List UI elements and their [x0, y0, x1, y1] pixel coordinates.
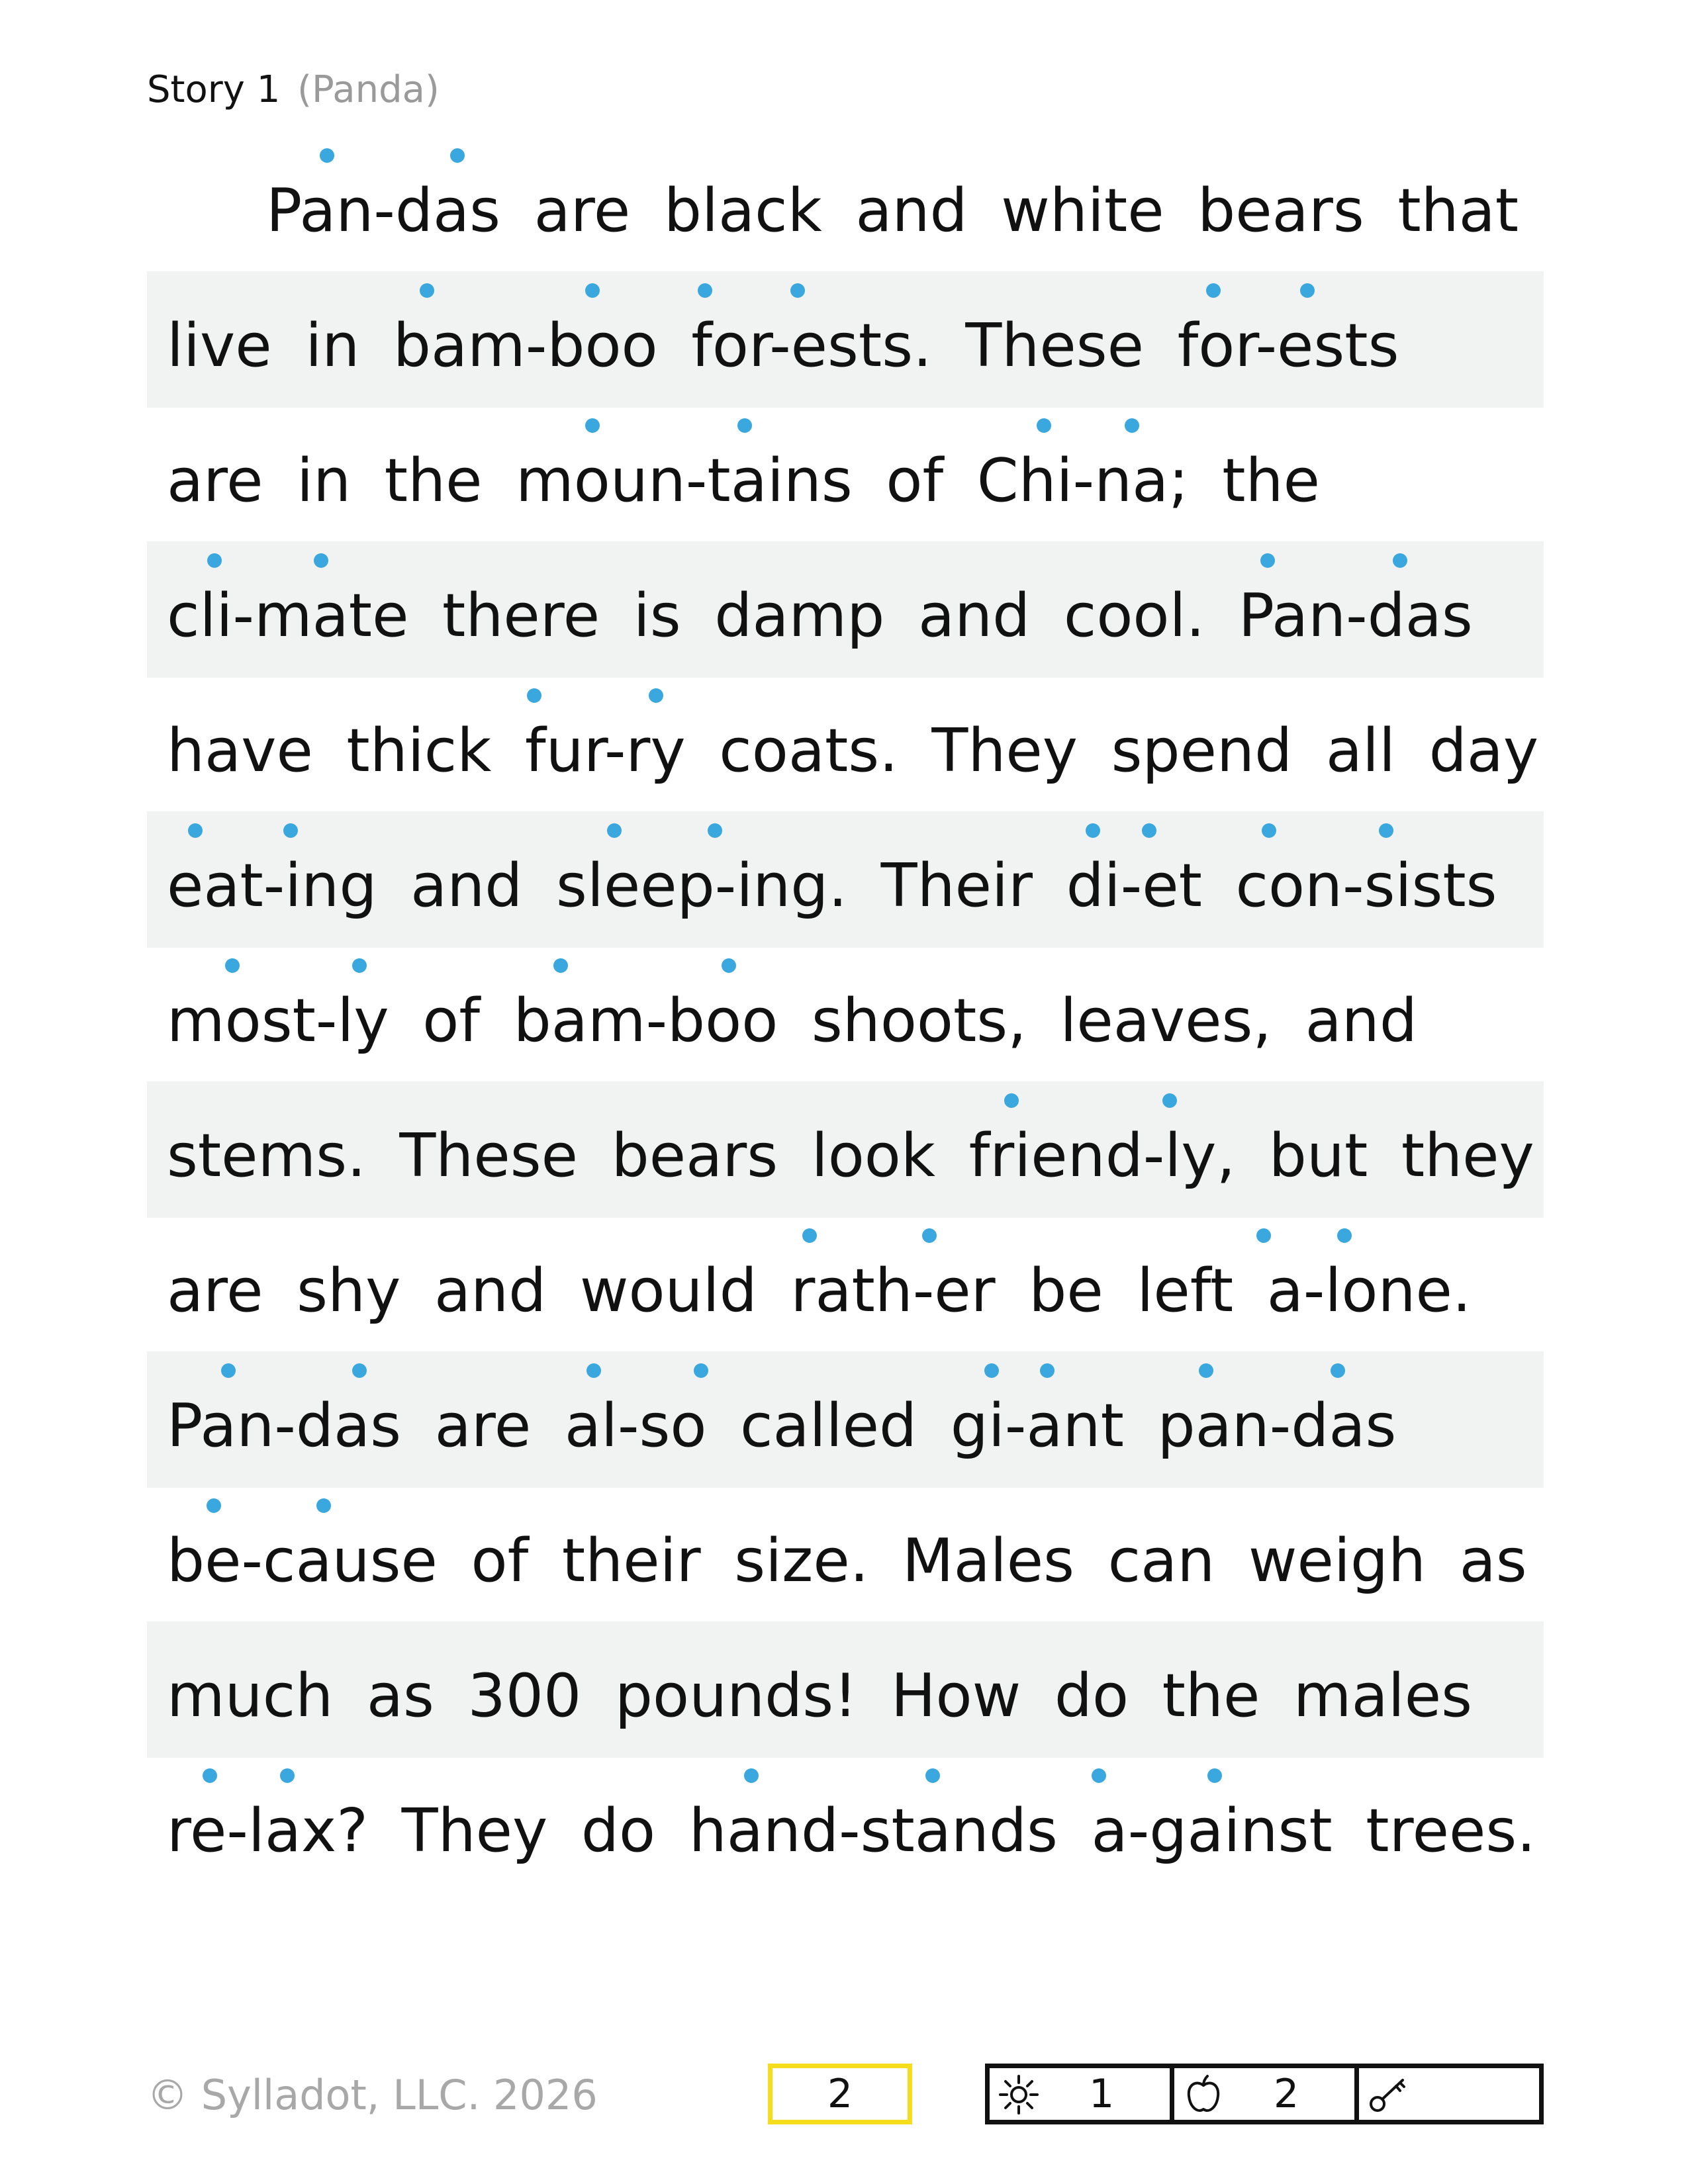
syllable-dot	[553, 958, 568, 973]
syllable-dot	[320, 148, 334, 163]
syllable-dot	[1331, 1363, 1345, 1378]
syllable-dot	[802, 1228, 817, 1243]
story-line: Pan-das are black and white bears that	[266, 176, 1519, 246]
syllable-dot	[314, 553, 328, 568]
story-line: stems. These bears look friend-ly, but they	[167, 1121, 1534, 1191]
syllable-dot	[1260, 553, 1275, 568]
syllable-dot	[1040, 1363, 1055, 1378]
syllable-dot	[1262, 823, 1276, 838]
story-line: much as 300 pounds! How do the males	[167, 1661, 1473, 1731]
syllable-dot	[450, 148, 465, 163]
syllable-dot	[352, 958, 367, 973]
syllable-dot	[585, 283, 600, 298]
apple-value: 2	[1274, 2071, 1299, 2117]
syllable-dot	[737, 418, 752, 433]
story-line: most-ly of bam-boo shoots, leaves, and	[167, 986, 1417, 1056]
syllable-dot	[607, 823, 622, 838]
syllable-dot	[283, 823, 298, 838]
page-number: 2	[827, 2071, 853, 2117]
syllable-dot	[698, 283, 712, 298]
syllable-dot	[722, 958, 736, 973]
syllable-dot	[352, 1363, 367, 1378]
syllable-dot	[1337, 1228, 1352, 1243]
syllable-dot	[1199, 1363, 1213, 1378]
story-line: are in the moun-tains of Chi-na; the	[167, 446, 1320, 516]
syllable-dot	[221, 1363, 236, 1378]
syllable-dot	[1206, 283, 1221, 298]
sun-icon	[998, 2073, 1040, 2116]
syllable-dot	[1256, 1228, 1271, 1243]
story-line: re-lax? They do hand-stands a-gainst trees.	[167, 1796, 1536, 1866]
page-number-box	[768, 2064, 912, 2124]
apple-cell	[1174, 2068, 1359, 2120]
syllable-dot	[744, 1768, 759, 1783]
story-line: have thick fur-ry coats. They spend all day	[167, 716, 1539, 786]
syllable-dot	[984, 1363, 999, 1378]
syllable-dot	[586, 1363, 601, 1378]
story-line: Pan-das are al-so called gi-ant pan-das	[167, 1391, 1397, 1461]
syllable-dot	[420, 283, 434, 298]
syllable-dot	[188, 823, 203, 838]
key-cell	[1359, 2068, 1539, 2120]
story-title	[147, 64, 440, 116]
story-line: live in bam-boo for-ests. These for-ests	[167, 311, 1399, 381]
copyright: © Sylladot, LLC. 2026	[147, 2071, 598, 2119]
syllable-dot	[1125, 418, 1139, 433]
syllable-dot	[1086, 823, 1100, 838]
syllable-dot	[207, 1498, 221, 1513]
apple-icon	[1182, 2073, 1225, 2116]
syllable-dot	[316, 1498, 331, 1513]
story-line: eat-ing and sleep-ing. Their di-et con-sists	[167, 851, 1497, 921]
story-animal: (Panda)	[297, 68, 440, 111]
syllable-dot	[1207, 1768, 1222, 1783]
syllable-dot	[1393, 553, 1407, 568]
syllable-dot	[207, 553, 222, 568]
story-line: are shy and would rath-er be left a-lone.	[167, 1256, 1472, 1326]
syllable-dot	[708, 823, 722, 838]
syllable-dot	[925, 1768, 940, 1783]
syllable-dot	[280, 1768, 295, 1783]
syllable-dot	[1004, 1093, 1019, 1108]
syllable-dot	[649, 688, 663, 703]
key-icon	[1367, 2073, 1409, 2116]
sun-value: 1	[1089, 2071, 1115, 2117]
syllable-dot	[790, 283, 805, 298]
syllable-dot	[922, 1228, 937, 1243]
sun-cell	[990, 2068, 1174, 2120]
syllable-dot	[1037, 418, 1051, 433]
level-indicator	[985, 2064, 1544, 2124]
syllable-dot	[203, 1768, 217, 1783]
syllable-dot	[1142, 823, 1156, 838]
syllable-dot	[225, 958, 240, 973]
syllable-dot	[585, 418, 600, 433]
syllable-dot	[1162, 1093, 1177, 1108]
story-line: be-cause of their size. Males can weigh as	[167, 1526, 1527, 1596]
syllable-dot	[1300, 283, 1315, 298]
syllable-dot	[527, 688, 541, 703]
syllable-dot	[1379, 823, 1393, 838]
syllable-dot	[694, 1363, 708, 1378]
story-label: Story 1	[147, 68, 281, 111]
syllable-dot	[1092, 1768, 1106, 1783]
story-line: cli-mate there is damp and cool. Pan-das	[167, 581, 1473, 651]
